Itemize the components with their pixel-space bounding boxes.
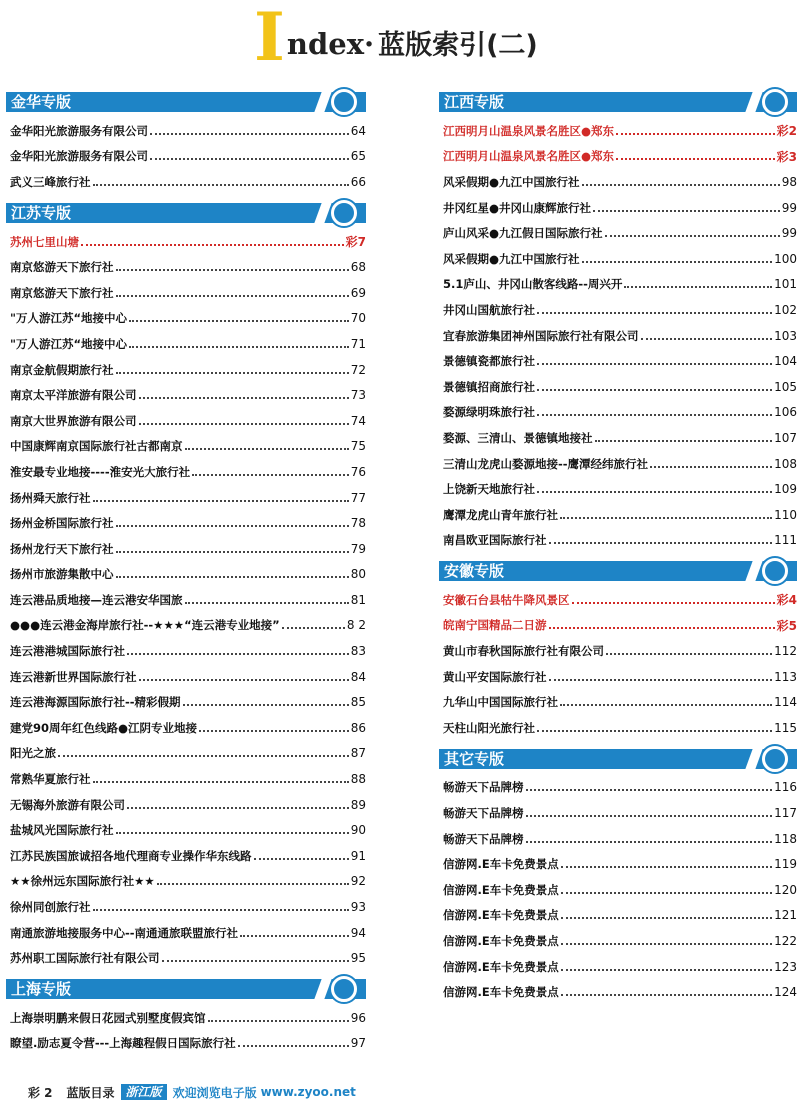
entry-page-number: 77 <box>350 490 366 505</box>
entry-page-number: 80 <box>350 567 366 582</box>
entry-label: 无锡海外旅游有限公司 <box>10 797 125 812</box>
entry-page-number: 71 <box>350 336 366 351</box>
dot-leader <box>549 679 773 681</box>
entry-page-number: 88 <box>350 772 366 787</box>
index-entry[interactable] <box>439 689 797 715</box>
entry-page-number: 65 <box>350 149 366 164</box>
index-entry[interactable] <box>6 536 366 562</box>
index-entry[interactable] <box>439 664 797 690</box>
entry-page-number: 85 <box>350 695 366 710</box>
index-entry[interactable] <box>439 587 797 613</box>
page-footer <box>28 1083 356 1101</box>
entry-page-number: 89 <box>350 797 366 812</box>
dot-leader <box>526 815 773 817</box>
entry-label: 信游网.E车卡免费景点 <box>443 857 559 872</box>
dot-leader <box>157 883 349 885</box>
entry-page-number: 112 <box>774 644 797 659</box>
index-entry[interactable] <box>439 715 797 741</box>
dot-leader <box>616 133 775 135</box>
index-entry[interactable] <box>6 485 366 511</box>
title-initial: I <box>254 0 283 76</box>
entry-label: 连云港新世界国际旅行社 <box>10 669 137 684</box>
index-entry[interactable] <box>6 1005 366 1031</box>
entry-page-number: 105 <box>774 379 797 394</box>
entry-label: 南京悠游天下旅行社 <box>10 285 114 300</box>
entry-label: 景德镇瓷都旅行社 <box>443 354 535 369</box>
entry-label: ★★徐州远东国际旅行社★★ <box>10 874 155 889</box>
section-header <box>6 976 366 1002</box>
dot-leader <box>185 602 349 604</box>
index-entry[interactable] <box>439 272 797 298</box>
index-entry[interactable] <box>6 741 366 767</box>
dot-leader <box>561 943 772 945</box>
entry-label: 扬州龙行天下旅行社 <box>10 541 114 556</box>
dot-leader <box>139 679 349 681</box>
entry-page-number: 81 <box>350 592 366 607</box>
entry-page-number: 101 <box>774 277 797 292</box>
entry-page-number: 122 <box>774 934 797 949</box>
title-text <box>287 23 538 62</box>
entry-page-number: 107 <box>774 430 797 445</box>
section-title: 上海专版 <box>11 980 72 998</box>
dot-leader <box>537 363 772 365</box>
dot-leader <box>572 602 775 604</box>
index-entry[interactable] <box>439 954 797 980</box>
section-header <box>6 200 366 226</box>
index-entry[interactable] <box>6 1031 366 1057</box>
index-entry[interactable] <box>439 195 797 221</box>
entry-label: 淮安最专业地接----淮安光大旅行社 <box>10 464 191 479</box>
entry-label: 扬州舜天旅行社 <box>10 490 91 505</box>
entry-page-number: 87 <box>350 746 366 761</box>
index-entry[interactable] <box>6 920 366 946</box>
title-latin: ndex· <box>286 27 375 61</box>
entry-page-number: 79 <box>350 541 366 556</box>
entry-label: 天柱山阳光旅行社 <box>443 720 535 735</box>
entry-label: 南通旅游地接服务中心--南通通旅联盟旅行社 <box>10 925 239 940</box>
index-entry[interactable] <box>6 254 366 280</box>
entry-page-number: 115 <box>774 720 797 735</box>
index-entry[interactable] <box>6 766 366 792</box>
index-entry[interactable] <box>439 928 797 954</box>
entry-label: 上饶新天地旅行社 <box>443 482 535 497</box>
dot-leader <box>116 525 349 527</box>
dot-leader <box>549 542 773 544</box>
index-entry[interactable] <box>6 144 366 170</box>
dot-leader <box>254 858 349 860</box>
entry-page-number: 86 <box>350 720 366 735</box>
index-entry[interactable] <box>6 434 366 460</box>
circle-icon <box>331 200 357 226</box>
entry-label: 江苏民族国旅诚招各地代理商专业操作华东线路 <box>10 848 252 863</box>
index-entry[interactable] <box>6 408 366 434</box>
entry-page-number: 114 <box>774 695 797 710</box>
entry-label: 三清山龙虎山婺源地接--鹰潭经纬旅行社 <box>443 456 649 471</box>
entry-label: 鹰潭龙虎山青年旅行社 <box>443 507 558 522</box>
section-header <box>439 558 797 584</box>
dot-leader <box>129 320 349 322</box>
index-entry[interactable] <box>439 775 797 801</box>
dot-leader <box>116 576 349 578</box>
index-entry[interactable] <box>6 638 366 664</box>
dot-leader <box>582 261 773 263</box>
index-entry[interactable] <box>439 528 797 554</box>
index-entry[interactable] <box>439 400 797 426</box>
dot-leader <box>162 960 349 962</box>
entry-page-number: 8 2 <box>346 618 366 633</box>
entry-page-number: 94 <box>350 925 366 940</box>
index-entry[interactable] <box>6 869 366 895</box>
section-header <box>439 746 797 772</box>
footer-url-link[interactable]: www.zyoo.net <box>260 1085 356 1099</box>
dot-leader <box>58 755 349 757</box>
entry-label: 风采假期●九江中国旅行社 <box>443 174 580 189</box>
dot-leader <box>537 389 772 391</box>
entry-label: 黄山市春秋国际旅行社有限公司 <box>443 644 604 659</box>
entry-label: 信游网.E车卡免费景点 <box>443 882 559 897</box>
circle-icon <box>331 976 357 1002</box>
index-entry[interactable] <box>6 357 366 383</box>
entry-page-number: 彩7 <box>345 235 366 250</box>
entry-label: 徐州同创旅行社 <box>10 900 91 915</box>
entry-label: 婺源、三清山、景德镇地接社 <box>443 430 593 445</box>
entry-label: 南京金航假期旅行社 <box>10 362 114 377</box>
index-entry[interactable] <box>439 903 797 929</box>
entry-page-number: 100 <box>774 251 797 266</box>
dot-leader <box>561 969 772 971</box>
dot-leader <box>150 133 349 135</box>
dot-leader <box>116 551 349 553</box>
dot-leader <box>183 704 349 706</box>
dot-leader <box>561 917 772 919</box>
index-entry[interactable] <box>6 894 366 920</box>
footer-page-number: 彩 2 <box>28 1085 53 1100</box>
entry-label: 畅游天下品牌榜 <box>443 780 524 795</box>
entry-label: 金华阳光旅游服务有限公司 <box>10 149 148 164</box>
entry-page-number: 66 <box>350 174 366 189</box>
entry-page-number: 109 <box>774 482 797 497</box>
index-entry[interactable] <box>6 689 366 715</box>
dot-leader <box>624 286 772 288</box>
index-entry[interactable] <box>439 979 797 1005</box>
entry-page-number: 93 <box>350 900 366 915</box>
entry-page-number: 104 <box>774 354 797 369</box>
entry-page-number: 69 <box>350 285 366 300</box>
entry-page-number: 96 <box>350 1010 366 1025</box>
dot-leader <box>582 184 780 186</box>
dot-leader <box>605 235 780 237</box>
index-entry[interactable] <box>6 562 366 588</box>
entry-page-number: 彩2 <box>776 124 797 139</box>
entry-label: 婺源绿明珠旅行社 <box>443 405 535 420</box>
section-title: 其它专版 <box>444 749 505 768</box>
entry-label: 扬州金桥国际旅行社 <box>10 516 114 531</box>
index-entry[interactable] <box>6 510 366 536</box>
entry-label: 信游网.E车卡免费景点 <box>443 908 559 923</box>
entry-page-number: 106 <box>774 405 797 420</box>
dot-leader <box>560 517 772 519</box>
entry-label: 九华山中国国际旅行社 <box>443 695 558 710</box>
index-entry[interactable] <box>439 826 797 852</box>
dot-leader <box>185 448 349 450</box>
index-entry[interactable] <box>6 613 366 639</box>
dot-leader <box>199 730 349 732</box>
entry-page-number: 彩4 <box>776 593 797 608</box>
entry-page-number: 103 <box>774 328 797 343</box>
dot-leader <box>116 832 349 834</box>
index-entry[interactable] <box>439 502 797 528</box>
dot-leader <box>208 1020 349 1022</box>
index-entry[interactable] <box>6 331 366 357</box>
entry-label: 庐山风采●九江假日国际旅行社 <box>443 226 603 241</box>
entry-label: 南京悠游天下旅行社 <box>10 260 114 275</box>
index-entry[interactable] <box>439 297 797 323</box>
entry-label: 扬州市旅游集散中心 <box>10 567 114 582</box>
entry-page-number: 95 <box>350 951 366 966</box>
dot-leader <box>561 892 772 894</box>
index-entry[interactable] <box>439 169 797 195</box>
section-header <box>439 89 797 115</box>
dot-leader <box>93 781 349 783</box>
entry-label: 风采假期●九江中国旅行社 <box>443 251 580 266</box>
entry-page-number: 99 <box>781 200 797 215</box>
entry-page-number: 102 <box>774 302 797 317</box>
entry-page-number: 97 <box>350 1036 366 1051</box>
entry-label: 井冈山国航旅行社 <box>443 302 535 317</box>
entry-label: 苏州七里山塘 <box>10 234 79 249</box>
dot-leader <box>595 440 773 442</box>
section-title: 江西专版 <box>444 93 505 111</box>
entry-page-number: 124 <box>774 985 797 1000</box>
entry-label: "万人游江苏“地接中心 <box>10 311 128 326</box>
entry-label: 江西明月山温泉风景名胜区●郑东 <box>443 149 615 164</box>
entry-page-number: 98 <box>781 174 797 189</box>
dot-leader <box>93 909 349 911</box>
entry-page-number: 121 <box>774 908 797 923</box>
dot-leader <box>238 1045 349 1047</box>
entry-page-number: 108 <box>774 456 797 471</box>
dot-leader <box>616 158 775 160</box>
index-entry[interactable] <box>439 476 797 502</box>
index-entry[interactable] <box>439 425 797 451</box>
dot-leader <box>537 312 772 314</box>
entry-page-number: 78 <box>350 516 366 531</box>
entry-label: 阳光之旅 <box>10 746 56 761</box>
entry-label: 建党90周年红色线路●江阴专业地接 <box>10 720 198 735</box>
entry-label: 信游网.E车卡免费景点 <box>443 934 559 949</box>
dot-leader <box>139 423 349 425</box>
dot-leader <box>537 730 772 732</box>
entry-label: 中国康辉南京国际旅行社古都南京 <box>10 439 183 454</box>
index-entry[interactable] <box>6 169 366 195</box>
entry-page-number: 123 <box>774 959 797 974</box>
index-entry[interactable] <box>439 851 797 877</box>
entry-label: 畅游天下品牌榜 <box>443 831 524 846</box>
circle-icon <box>331 89 357 115</box>
entry-page-number: 64 <box>350 123 366 138</box>
dot-leader <box>561 994 772 996</box>
dot-leader <box>129 346 349 348</box>
entry-page-number: 75 <box>350 439 366 454</box>
entry-page-number: 92 <box>350 874 366 889</box>
index-entry[interactable] <box>6 306 366 332</box>
dot-leader <box>561 866 772 868</box>
circle-icon <box>762 89 788 115</box>
entry-label: 苏州职工国际旅行社有限公司 <box>10 951 160 966</box>
dot-leader <box>606 653 772 655</box>
index-entry[interactable] <box>439 451 797 477</box>
entry-page-number: 彩3 <box>776 149 797 164</box>
entry-label: 南昌欧亚国际旅行社 <box>443 533 547 548</box>
entry-label: 江西明月山温泉风景名胜区●郑东 <box>443 123 615 138</box>
entry-label: 信游网.E车卡免费景点 <box>443 959 559 974</box>
entry-label: 连云港品质地接—连云港安华国旅 <box>10 592 183 607</box>
index-entry[interactable] <box>6 817 366 843</box>
title-chinese: 蓝版索引(二) <box>378 30 538 61</box>
index-entry[interactable] <box>439 118 797 144</box>
index-entry[interactable] <box>439 613 797 639</box>
index-entry[interactable] <box>6 459 366 485</box>
right-column <box>439 89 797 1005</box>
dot-leader <box>549 627 775 629</box>
index-entry[interactable] <box>439 877 797 903</box>
dot-leader <box>537 414 772 416</box>
entry-label: 南京大世界旅游有限公司 <box>10 413 137 428</box>
index-entry[interactable] <box>6 587 366 613</box>
index-entry[interactable] <box>6 229 366 255</box>
index-entry[interactable] <box>6 280 366 306</box>
footer-edition-badge: 浙江版 <box>121 1084 167 1100</box>
dot-leader <box>150 158 349 160</box>
section-header <box>6 89 366 115</box>
entry-label: 景德镇招商旅行社 <box>443 379 535 394</box>
dot-leader <box>127 807 349 809</box>
entry-page-number: 84 <box>350 669 366 684</box>
dot-leader <box>139 397 349 399</box>
entry-label: "万人游江苏“地接中心 <box>10 336 128 351</box>
entry-page-number: 110 <box>774 507 797 522</box>
circle-icon <box>762 558 788 584</box>
entry-page-number: 113 <box>774 669 797 684</box>
entry-page-number: 83 <box>350 644 366 659</box>
entry-label: 畅游天下品牌榜 <box>443 806 524 821</box>
entry-page-number: 117 <box>774 806 797 821</box>
entry-page-number: 74 <box>350 413 366 428</box>
entry-label: 盐城风光国际旅行社 <box>10 823 114 838</box>
entry-label: 武义三峰旅行社 <box>10 174 91 189</box>
circle-icon <box>762 746 788 772</box>
entry-label: 瞭望.励志夏令营---上海趣程假日国际旅行社 <box>10 1036 236 1051</box>
entry-page-number: 116 <box>774 780 797 795</box>
footer-label: 蓝版目录 <box>66 1085 115 1100</box>
entry-page-number: 91 <box>350 848 366 863</box>
dot-leader <box>127 653 349 655</box>
left-column <box>6 89 366 1056</box>
entry-label: 黄山平安国际旅行社 <box>443 669 547 684</box>
entry-page-number: 119 <box>774 857 797 872</box>
index-entry[interactable] <box>439 374 797 400</box>
entry-page-number: 99 <box>781 226 797 241</box>
entry-label: 安徽石台县牯牛降风景区 <box>443 592 570 607</box>
entry-page-number: 76 <box>350 464 366 479</box>
entry-label: ●●●连云港金海岸旅行社--★★★“连云港专业地接” <box>10 618 280 633</box>
index-entry[interactable] <box>6 664 366 690</box>
dot-leader <box>593 210 780 212</box>
index-entry[interactable] <box>6 715 366 741</box>
dot-leader <box>116 295 349 297</box>
index-entry[interactable] <box>6 792 366 818</box>
entry-label: 井冈红星●井冈山康辉旅行社 <box>443 200 592 215</box>
index-entry[interactable] <box>6 945 366 971</box>
index-entry[interactable] <box>439 800 797 826</box>
index-entry[interactable] <box>439 638 797 664</box>
entry-page-number: 68 <box>350 260 366 275</box>
dot-leader <box>116 372 349 374</box>
dot-leader <box>81 244 344 246</box>
index-entry[interactable] <box>439 348 797 374</box>
index-entry[interactable] <box>6 843 366 869</box>
dot-leader <box>526 841 773 843</box>
entry-page-number: 111 <box>774 533 797 548</box>
index-entry[interactable] <box>439 246 797 272</box>
dot-leader <box>526 789 773 791</box>
entry-label: 信游网.E车卡免费景点 <box>443 985 559 1000</box>
dot-leader <box>93 500 349 502</box>
dot-leader <box>282 627 345 629</box>
index-entry[interactable] <box>6 382 366 408</box>
index-entry[interactable] <box>439 144 797 170</box>
entry-page-number: 90 <box>350 823 366 838</box>
dot-leader <box>240 935 349 937</box>
entry-label: 皖南宁国精品二日游 <box>443 618 547 633</box>
page-title <box>254 0 538 76</box>
entry-label: 连云港海源国际旅行社--精彩假期 <box>10 695 181 710</box>
dot-leader <box>93 184 349 186</box>
section-title: 安徽专版 <box>444 562 505 581</box>
dot-leader <box>560 704 772 706</box>
entry-page-number: 118 <box>774 831 797 846</box>
entry-label: 上海崇明鹏来假日花园式别墅度假宾馆 <box>10 1010 206 1025</box>
entry-label: 金华阳光旅游服务有限公司 <box>10 123 148 138</box>
dot-leader <box>641 338 773 340</box>
index-entry[interactable] <box>439 323 797 349</box>
footer-welcome: 欢迎浏览电子版 <box>172 1085 257 1100</box>
section-title: 金华专版 <box>11 93 72 111</box>
section-title: 江苏专版 <box>11 203 72 222</box>
entry-page-number: 彩5 <box>776 618 797 633</box>
entry-page-number: 72 <box>350 362 366 377</box>
entry-label: 常熟华夏旅行社 <box>10 772 91 787</box>
dot-leader <box>537 491 772 493</box>
dot-leader <box>192 474 349 476</box>
dot-leader <box>650 466 772 468</box>
entry-page-number: 70 <box>350 311 366 326</box>
index-entry[interactable] <box>6 118 366 144</box>
entry-label: 南京太平洋旅游有限公司 <box>10 388 137 403</box>
entry-page-number: 73 <box>350 388 366 403</box>
entry-label: 连云港港城国际旅行社 <box>10 644 125 659</box>
entry-label: 5.1庐山、井冈山散客线路--周兴开 <box>443 277 623 292</box>
index-entry[interactable] <box>439 220 797 246</box>
dot-leader <box>116 269 349 271</box>
entry-page-number: 120 <box>774 882 797 897</box>
entry-label: 宜春旅游集团神州国际旅行社有限公司 <box>443 328 639 343</box>
